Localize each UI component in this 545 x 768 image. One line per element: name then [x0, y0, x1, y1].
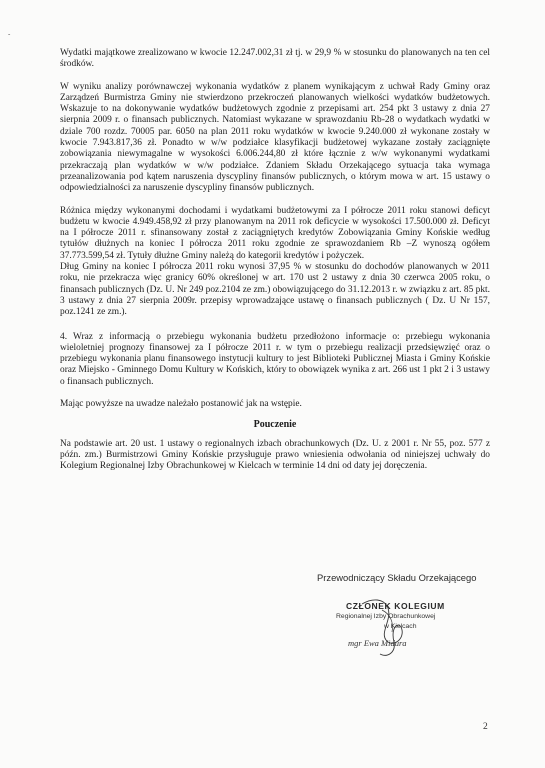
- paragraph-budget-deficit: Różnica między wykonanymi dochodami i wydatkami budżetowymi za I półrocze 2011 roku stanowi deficyt budżetu w kwocie 4.949.458,92 zł przy planowanym na 2011 rok deficycie w wysokości 17.500.000 zł. Deficyt na I półrocze 2011 r. sfinansowany został z zaciągniętych kredytów Zobowiązania Gminy Końskie według tytułów dłużnych na koniec I półrocza 2011 roku zgodnie ze sprawozdaniem Rb –Z wynoszą ogółem 37.773.599,54 zł. Tytuły dłużne Gminy należą do kategorii kredytów i pożyczek.: [60, 205, 490, 261]
- signature-title: Przewodniczący Składu Orzekającego: [317, 572, 477, 583]
- stamp-institution: Regionalnej Izby Obrachunkowej: [336, 613, 436, 620]
- paragraph-additional-information: 4. Wraz z informacją o przebiegu wykonania budżetu przedłożono informacje o: przebiegu wykonania wieloletniej prognozy finansowej za I półrocze 2011 r. w tym o przebiegu realizacji przedsięwzięć oraz o przebiegu wykonania planu finansowego instytucji kultury to jest Biblioteki Publicznej Miasta i Gminy Końskie oraz Miejsko - Gminnego Domu Kultury w Końskich, który to obowiązek wynika z art. 266 ust 1 pkt 2 i 3 ustawy o finansach publicznych.: [60, 331, 490, 387]
- paragraph-appeal-instruction: Na podstawie art. 20 ust. 1 ustawy o regionalnych izbach obrachunkowych (Dz. U. z 2001 r. Nr 55, poz. 577 z późn. zm.) Burmistrzowi Gminy Końskie przysługuje prawo wniesienia odwołania od niniejszej uchwały do Kolegium Regionalnej Izby Obrachunkowej w Kielcach w terminie 14 dni od daty jej doręczenia.: [60, 438, 490, 472]
- official-stamp: [322, 596, 462, 662]
- paragraph-expenditure-analysis: W wyniku analizy porównawczej wykonania wydatków z planem wynikającym z uchwał Rady Gminy oraz Zarządzeń Burmistrza Gminy nie stwierdzono przekroczeń planowanych wielkości wydatków budżetowych. Wskazuje to na dokonywanie wydatków budżetowych zgodnie z przepisami art. 254 pkt 3 ustawy z dnia 27 sierpnia 2009 r. o finansach publicznych. Natomiast wykazane w sprawozdaniu Rb-28 o wydatkach wydatki w dziale 700 rozdz. 70005 par. 6050 na plan 2011 roku wydatków w kwocie 9.240.000 zł wykonane zostały w kwocie 7.943.817,36 zł. Ponadto w w/w podziałce klasyfikacji budżetowej wykazane zostały zaciągnięte zobowiązania niewymagalne w wysokości 6.006.244,80 zł które łącznie z w/w wykonanymi wydatkami przekraczają plan wydatków w w/w podziałce. Zdaniem Składu Orzekającego sytuacja taka wymaga przeanalizowania pod kątem naruszenia dyscypliny finansów publicznych, o którym mowa w art. 15 ustawy o odpowiedzialności za naruszenie dyscypliny finansów publicznych.: [60, 81, 490, 194]
- paragraph-resolution: Mając powyższe na uwadze należało postanowić jak na wstępie.: [60, 399, 302, 410]
- document-body: [60, 48, 490, 473]
- section-heading: Pouczenie: [253, 419, 297, 431]
- stamp-signatory: mgr Ewa Midura: [348, 638, 407, 648]
- page-number: 2: [483, 722, 488, 732]
- stamp-title: CZŁONEK KOLEGIUM: [346, 601, 445, 611]
- paragraph-municipal-debt: Dług Gminy na koniec I półrocza 2011 roku wynosi 37,95 % w stosunku do dochodów planowanych w 2011 roku, nie przekracza więc granicy 60% określonej w art. 170 ust 2 ustawy z dnia 30 czerwca 2005 roku, o finansach publicznych (Dz. U. Nr 249 poz.2104 ze zm.) obowiązującego do 31.12.2013 r. w związku z art. 85 pkt. 3 ustawy z dnia 27 sierpnia 2009r. przepisy wprowadzające ustawę o finansach publicznych ( Dz. U Nr 157, poz.1241 ze zm.).: [60, 262, 490, 318]
- paragraph-capital-expenditure: Wydatki majątkowe zrealizowano w kwocie 12.247.002,31 zł tj. w 29,9 % w stosunku do planowanych na ten cel środków.: [60, 48, 490, 70]
- page-edge-mark: -: [8, 30, 11, 38]
- stamp-city: w Kielcach: [384, 623, 417, 630]
